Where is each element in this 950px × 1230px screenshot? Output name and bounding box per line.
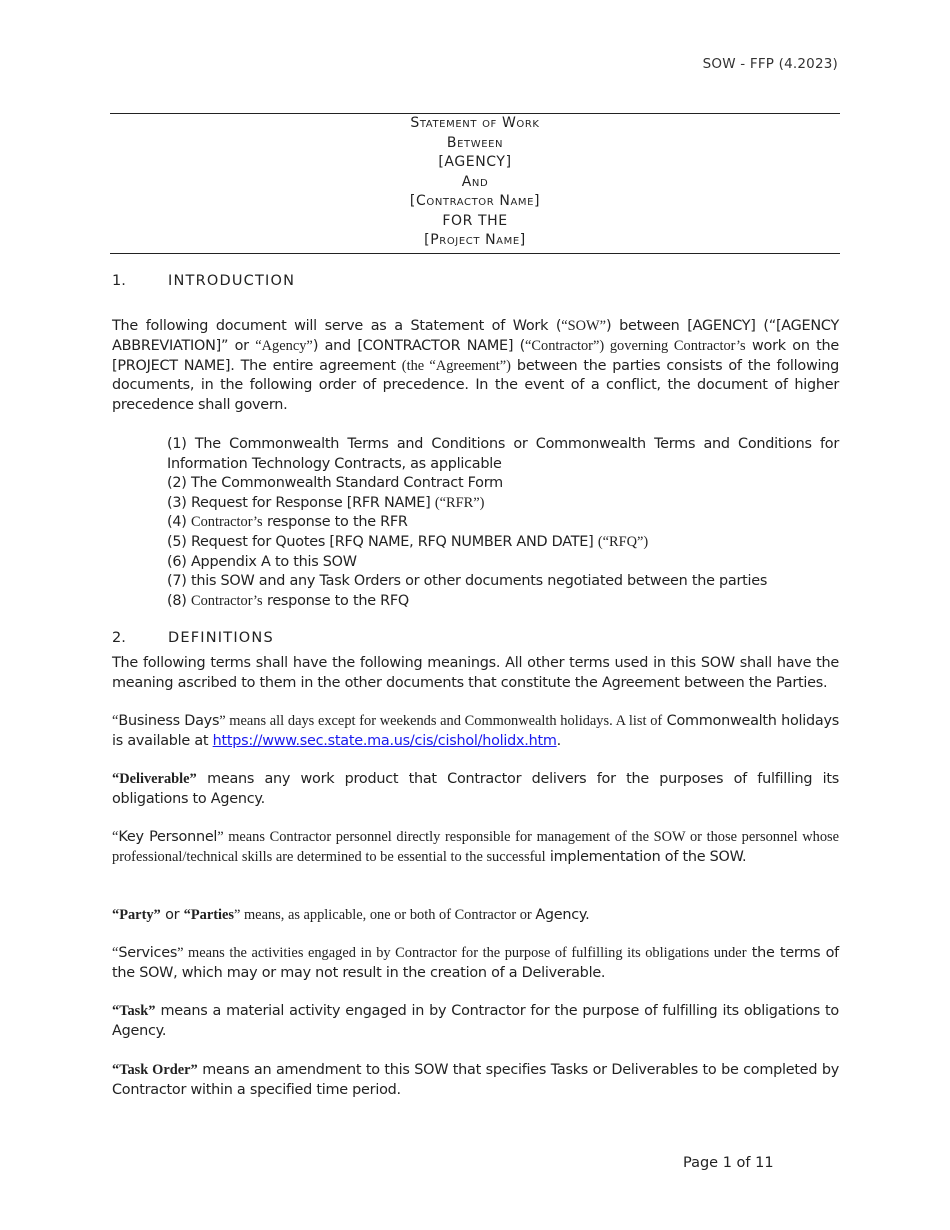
section-heading-definitions: [112, 630, 274, 646]
document-code: SOW - FFP (4.2023): [702, 56, 838, 72]
title-and: And: [461, 173, 489, 190]
title-block: [110, 114, 840, 251]
title-between: Between: [446, 134, 504, 151]
section-number: 2.: [112, 630, 126, 646]
definition-party: “Party” or “Parties” means, as applicable, one or both of Contractor or Agency.: [112, 907, 590, 923]
title-bottom-rule: [110, 253, 840, 254]
list-item: (6) Appendix A to this SOW: [167, 553, 357, 570]
list-item: (4) Contractor’s response to the RFR: [167, 514, 408, 531]
definition-services: “Services” means the activities engaged in by Contractor for the purpose of fulfilling its obligations under the terms of the SOW, which may or may not result in the creation of a Deliverable.: [112, 945, 839, 981]
list-item: (5) Request for Quotes [RFQ NAME, RFQ NUMBER AND DATE] (“RFQ”): [167, 533, 649, 550]
holidays-link[interactable]: https://www.sec.state.ma.us/cis/cishol/holidx.htm: [212, 732, 557, 749]
definition-key-personnel: “Key Personnel” means Contractor personnel directly responsible for management of the SOW or those personnel whose professional/technical skills are determined to be essential to the successful implementation of the SOW.: [112, 829, 839, 865]
definition-business-days: “Business Days” means all days except for weekends and Commonwealth holidays. A list of Commonwealth holidays is available at https://www.sec.state.ma.us/cis/cishol/holidx.htm.: [112, 713, 839, 749]
list-item: (3) Request for Response [RFR NAME] (“RFR”): [167, 494, 485, 511]
list-item: (8) Contractor’s response to the RFQ: [167, 592, 409, 609]
precedence-list: [167, 435, 839, 611]
title-contractor-name: [Contractor Name]: [409, 193, 541, 209]
section-title: DEFINITIONS: [168, 630, 274, 646]
section-heading-introduction: [112, 273, 295, 289]
section-number: 1.: [112, 273, 126, 289]
definition-task: “Task” means a material activity engaged in by Contractor for the purpose of fulfilling its obligations to Agency.: [112, 1003, 839, 1039]
introduction-paragraph: The following document will serve as a Statement of Work (“SOW”) between [AGENCY] (“[AGENCY ABBREVIATION]” or “Agency”) and [CONTRACTOR NAME] (“Contractor”) governing Contractor’s work on the [PROJECT NAME]. The entire agreement (the “Agreement”) between the parties consists of the following documents, in the following order of precedence. In the event of a conflict, the document of higher precedence shall govern.: [112, 318, 840, 414]
list-item: (1) The Commonwealth Terms and Conditions or Commonwealth Terms and Conditions for Information Technology Contracts, as applicable: [167, 436, 839, 472]
definition-task-order: “Task Order” means an amendment to this SOW that specifies Tasks or Deliverables to be completed by Contractor within a specified time period.: [112, 1062, 839, 1098]
title-statement-of-work: Statement of Work: [410, 115, 540, 131]
title-for-the: FOR THE: [442, 212, 508, 229]
definitions-intro: The following terms shall have the following meanings. All other terms used in this SOW shall have the meaning ascribed to them in the other documents that constitute the Agreement between the Parties.: [112, 655, 839, 691]
section-title: INTRODUCTION: [168, 273, 296, 289]
page-number: Page 1 of 11: [683, 1155, 774, 1171]
list-item: (2) The Commonwealth Standard Contract Form: [167, 475, 503, 492]
title-project-name: [Project Name]: [424, 232, 526, 248]
definition-deliverable: “Deliverable” means any work product that Contractor delivers for the purposes of fulfilling its obligations to Agency.: [112, 771, 839, 807]
title-agency: [AGENCY]: [438, 154, 512, 170]
list-item: (7) this SOW and any Task Orders or other documents negotiated between the parties: [167, 573, 768, 590]
